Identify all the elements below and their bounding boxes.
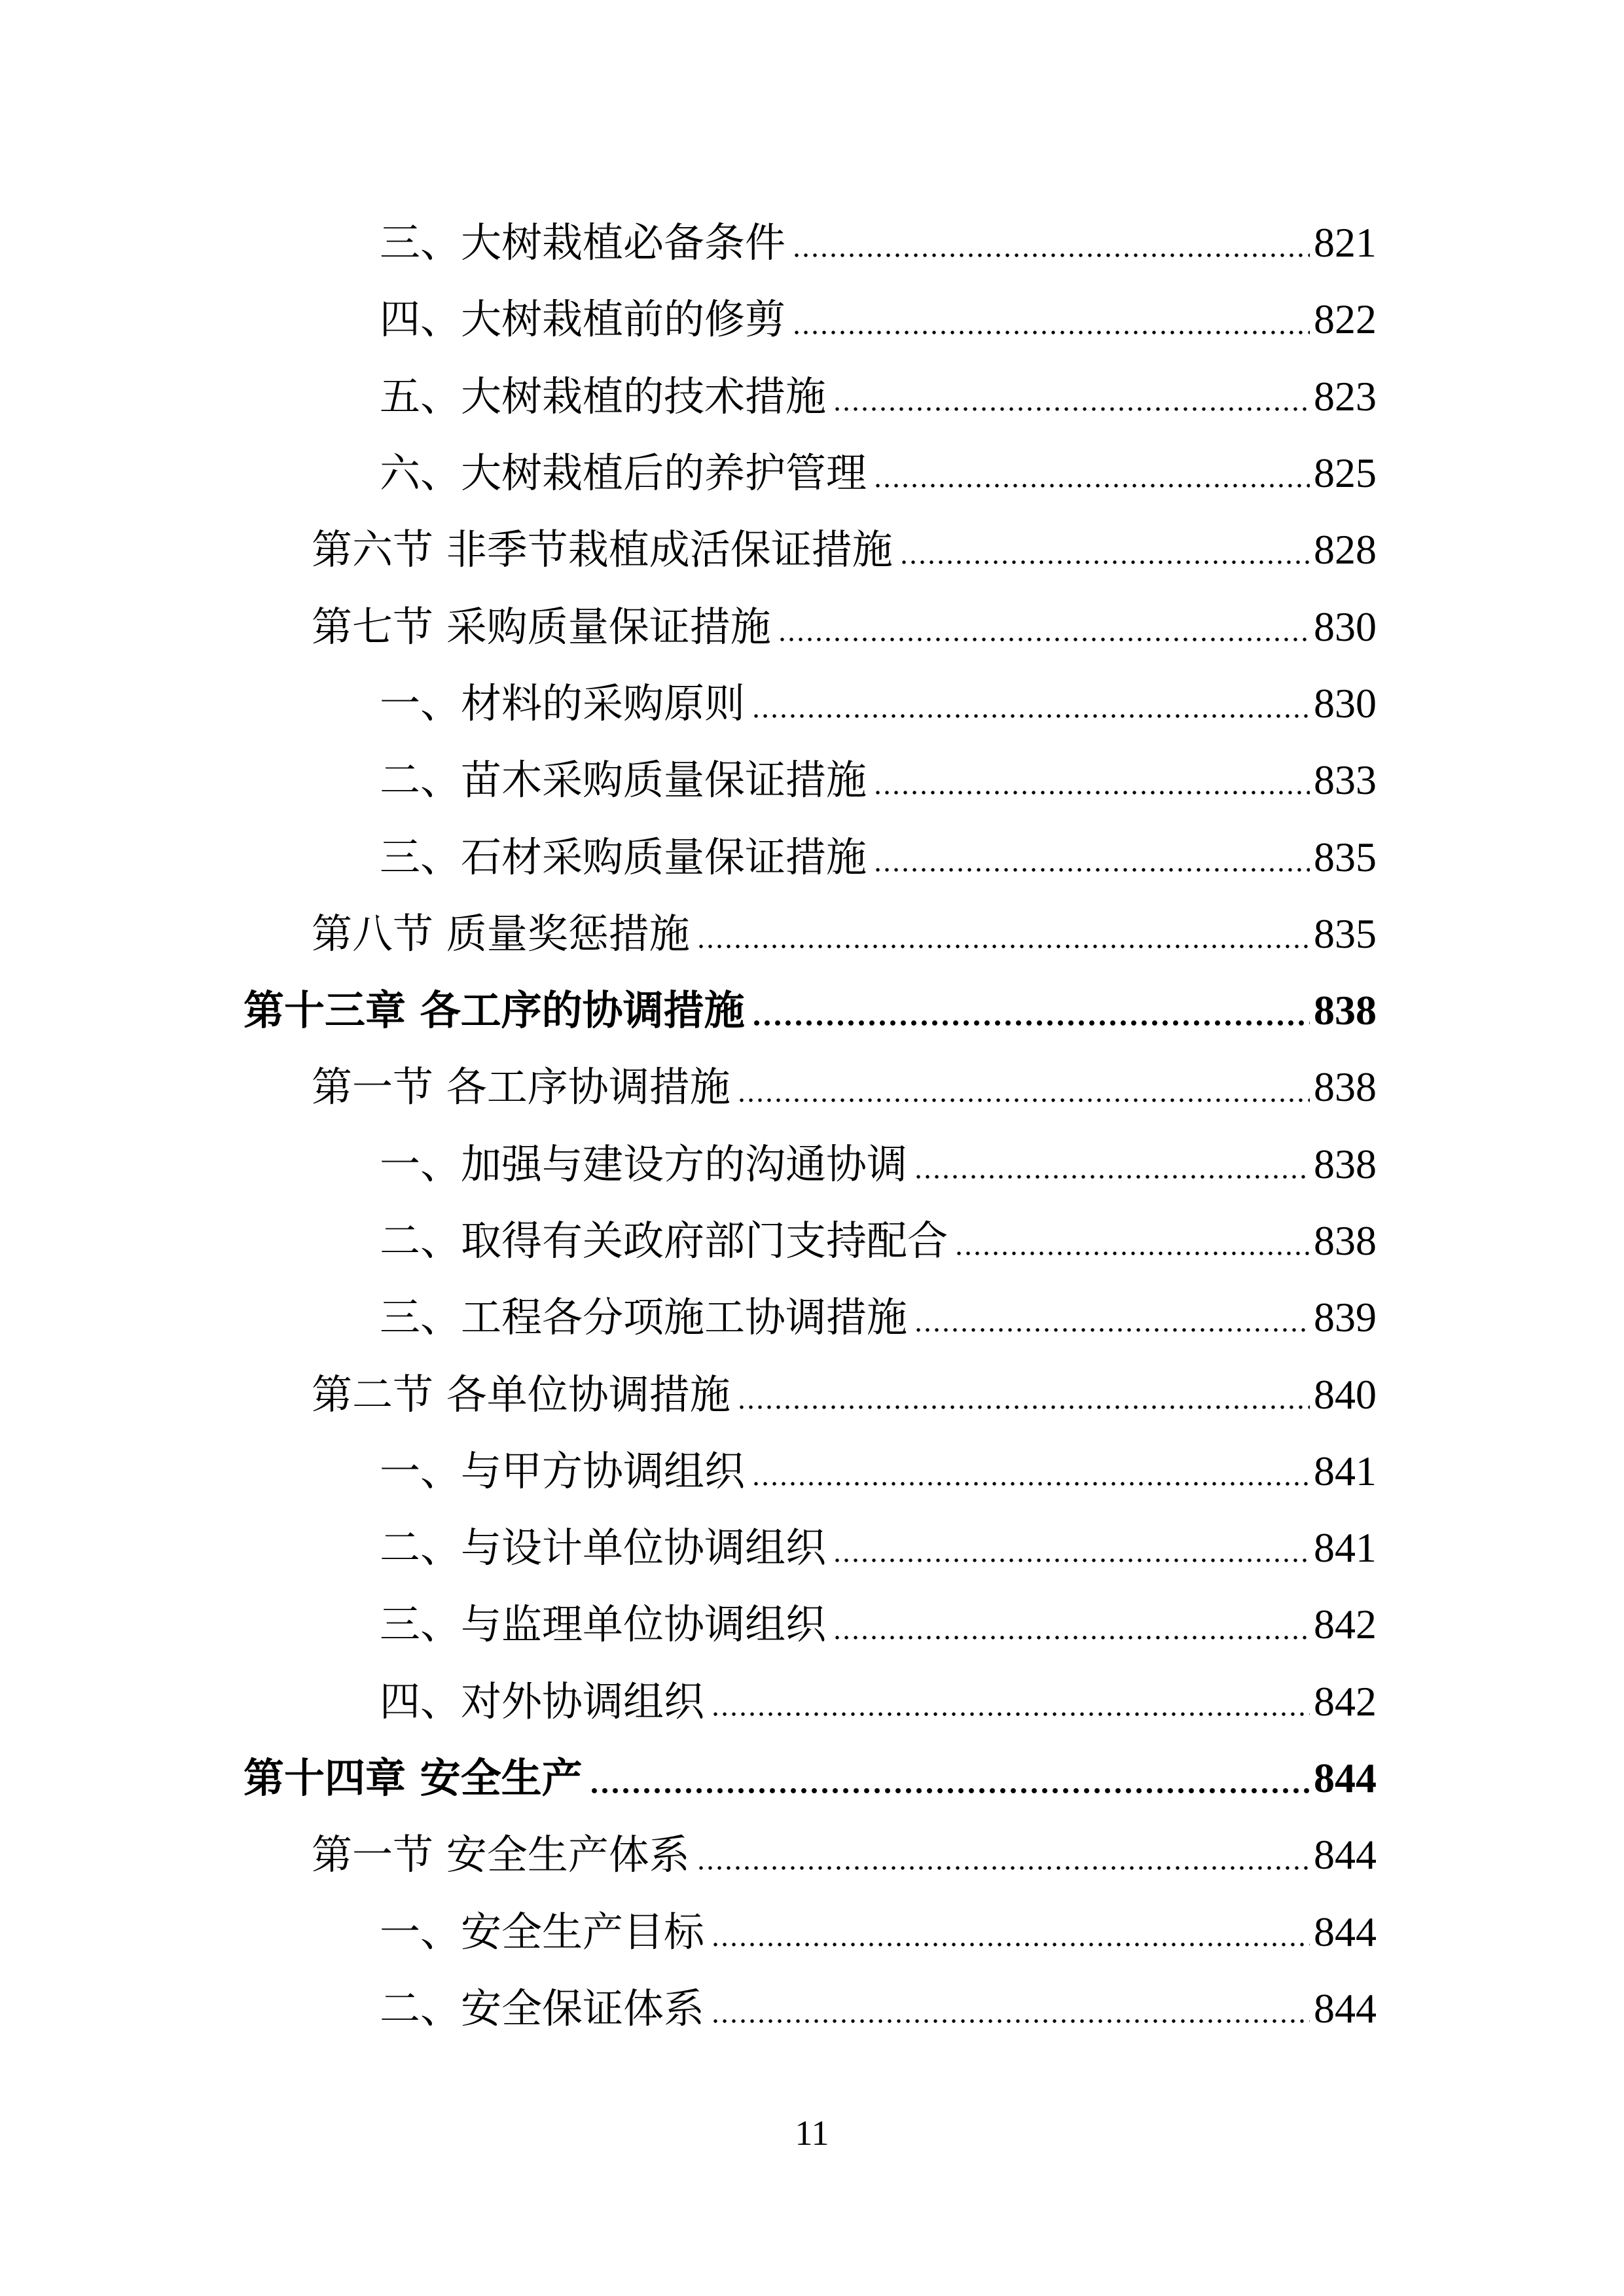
- toc-leader-dots: [914, 1327, 1310, 1333]
- toc-entry-title: 四、大树栽植前的修剪: [380, 295, 786, 344]
- toc-entry-page: 838: [1314, 1217, 1377, 1264]
- toc-entry-title: 二、安全保证体系: [380, 1984, 705, 2032]
- toc-leader-dots: [711, 1941, 1310, 1948]
- toc-entry-title: 二、苗木采购质量保证措施: [380, 756, 867, 804]
- page-number: 11: [795, 2113, 829, 2153]
- toc-entry-page: 833: [1314, 757, 1377, 804]
- toc-entry[interactable]: [0, 1279, 1624, 1355]
- toc-entry-page: 842: [1314, 1677, 1377, 1725]
- toc-entry-page: 839: [1314, 1294, 1377, 1341]
- toc-leader-dots: [751, 1480, 1310, 1487]
- toc-entry[interactable]: [0, 1509, 1624, 1586]
- toc-entry[interactable]: [0, 435, 1624, 511]
- toc-entry[interactable]: [0, 1202, 1624, 1279]
- table-of-contents: [0, 204, 1624, 2047]
- toc-entry[interactable]: [0, 1433, 1624, 1509]
- toc-leader-dots: [954, 1250, 1310, 1257]
- toc-entry[interactable]: [0, 1586, 1624, 1662]
- toc-entry-page: 823: [1314, 372, 1377, 420]
- toc-leader-dots: [778, 636, 1310, 643]
- toc-entry-page: 838: [1314, 1140, 1377, 1187]
- toc-entry-page: 844: [1314, 1984, 1377, 2032]
- toc-leader-dots: [737, 1097, 1310, 1103]
- toc-entry-title: 第二节 各单位协调措施: [312, 1370, 731, 1418]
- toc-entry-page: 838: [1314, 1064, 1377, 1111]
- toc-entry-title: 第八节 质量奖惩措施: [312, 909, 690, 958]
- toc-entry-page: 821: [1314, 219, 1377, 266]
- toc-entry-title: 四、对外协调组织: [380, 1677, 705, 1725]
- toc-entry-title: 第一节 各工序协调措施: [312, 1063, 731, 1111]
- toc-entry-title: 二、与设计单位协调组织: [380, 1524, 827, 1572]
- toc-leader-dots: [696, 1865, 1310, 1871]
- toc-entry-page: 835: [1314, 910, 1377, 957]
- toc-leader-dots: [873, 867, 1310, 873]
- toc-entry-title: 三、工程各分项施工协调措施: [380, 1293, 908, 1342]
- toc-leader-dots: [833, 1557, 1310, 1564]
- toc-chapter-entry[interactable]: [0, 1740, 1624, 1816]
- toc-leader-dots: [711, 2018, 1310, 2024]
- toc-entry-title: 二、取得有关政府部门支持配合: [380, 1217, 948, 1265]
- toc-entry[interactable]: [0, 1355, 1624, 1432]
- toc-leader-dots: [737, 1404, 1310, 1410]
- toc-leader-dots: [696, 943, 1310, 950]
- toc-chapter-entry[interactable]: [0, 972, 1624, 1049]
- toc-entry[interactable]: [0, 895, 1624, 972]
- toc-entry-page: 835: [1314, 833, 1377, 880]
- toc-entry-title: 第一节 安全生产体系: [312, 1831, 690, 1879]
- toc-entry[interactable]: [0, 358, 1624, 435]
- toc-leader-dots: [833, 1634, 1310, 1641]
- toc-entry[interactable]: [0, 742, 1624, 818]
- toc-entry-page: 844: [1314, 1831, 1377, 1878]
- toc-entry[interactable]: [0, 1816, 1624, 1893]
- toc-entry-title: 六、大树栽植后的养护管理: [380, 449, 867, 497]
- toc-entry-page: 830: [1314, 603, 1377, 650]
- toc-leader-dots: [711, 1711, 1310, 1717]
- toc-entry[interactable]: [0, 1970, 1624, 2047]
- toc-leader-dots: [792, 329, 1310, 336]
- toc-entry[interactable]: [0, 818, 1624, 895]
- toc-entry-title: 第十三章 各工序的协调措施: [244, 986, 745, 1035]
- toc-entry-page: 840: [1314, 1371, 1377, 1418]
- toc-entry-page: 838: [1314, 987, 1377, 1034]
- toc-entry-page: 841: [1314, 1524, 1377, 1571]
- toc-leader-dots: [833, 406, 1310, 412]
- toc-entry-page: 841: [1314, 1447, 1377, 1494]
- toc-leader-dots: [899, 559, 1310, 565]
- toc-entry-page: 842: [1314, 1601, 1377, 1648]
- toc-entry-title: 一、加强与建设方的沟通协调: [380, 1139, 908, 1188]
- toc-leader-dots: [751, 1020, 1310, 1026]
- toc-entry[interactable]: [0, 1049, 1624, 1125]
- toc-leader-dots: [792, 252, 1310, 259]
- toc-entry-title: 三、石材采购质量保证措施: [380, 833, 867, 881]
- toc-entry-title: 一、安全生产目标: [380, 1907, 705, 1956]
- toc-leader-dots: [873, 482, 1310, 489]
- toc-entry[interactable]: [0, 588, 1624, 664]
- toc-entry[interactable]: [0, 204, 1624, 281]
- toc-entry-page: 844: [1314, 1908, 1377, 1955]
- toc-entry[interactable]: [0, 511, 1624, 588]
- toc-entry[interactable]: [0, 1663, 1624, 1740]
- toc-entry-title: 第七节 采购质量保证措施: [312, 602, 771, 651]
- toc-entry-page: 844: [1314, 1755, 1377, 1802]
- toc-entry-title: 一、与甲方协调组织: [380, 1446, 746, 1495]
- toc-entry-title: 第十四章 安全生产: [244, 1754, 583, 1803]
- toc-entry-title: 三、与监理单位协调组织: [380, 1600, 827, 1649]
- toc-entry[interactable]: [0, 1893, 1624, 1970]
- toc-entry-title: 一、材料的采购原则: [380, 679, 746, 727]
- toc-entry-page: 825: [1314, 450, 1377, 497]
- toc-entry-title: 五、大树栽植的技术措施: [380, 372, 827, 420]
- toc-leader-dots: [914, 1174, 1310, 1180]
- toc-entry[interactable]: [0, 665, 1624, 742]
- toc-entry[interactable]: [0, 1126, 1624, 1202]
- toc-leader-dots: [751, 713, 1310, 719]
- toc-entry-page: 830: [1314, 679, 1377, 726]
- toc-entry[interactable]: [0, 281, 1624, 357]
- toc-leader-dots: [873, 789, 1310, 796]
- toc-entry-title: 第六节 非季节栽植成活保证措施: [312, 526, 893, 574]
- toc-entry-title: 三、大树栽植必备条件: [380, 219, 786, 267]
- toc-entry-page: 828: [1314, 526, 1377, 573]
- toc-entry-page: 822: [1314, 296, 1377, 343]
- toc-leader-dots: [589, 1787, 1310, 1794]
